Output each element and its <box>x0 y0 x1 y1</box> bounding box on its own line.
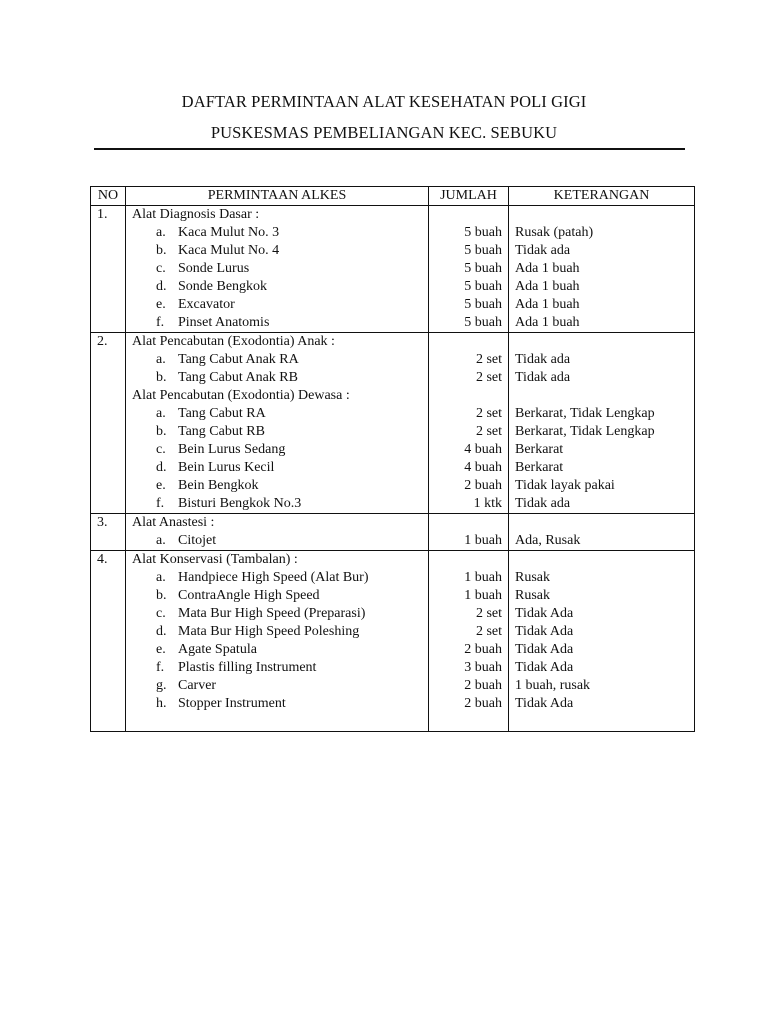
table-body <box>91 206 695 732</box>
item-remark: Berkarat <box>515 442 564 457</box>
equipment-request-table <box>90 186 695 732</box>
blank-line <box>429 713 508 731</box>
equipment-item <box>126 605 428 623</box>
equipment-item <box>126 623 428 641</box>
item-quantity: 2 set <box>475 606 502 621</box>
equipment-item <box>126 569 428 587</box>
item-remark: Tidak Ada <box>515 606 574 621</box>
row-number: 3. <box>97 515 108 530</box>
item-remark: Tidak ada <box>515 370 571 385</box>
item-remark: Tidak Ada <box>515 642 574 657</box>
remark-empty <box>509 206 694 224</box>
item-quantity: 5 buah <box>464 297 502 312</box>
equipment-item <box>126 423 428 441</box>
item-remark: Ada, Rusak <box>515 533 581 548</box>
item-name: Excavator <box>178 297 235 312</box>
item-letter: e. <box>156 642 166 657</box>
item-letter: c. <box>156 261 166 276</box>
item-quantity: 2 set <box>475 370 502 385</box>
quantity-cell <box>429 551 509 732</box>
item-name: Tang Cabut RB <box>178 424 265 439</box>
equipment-item <box>126 659 428 677</box>
item-remark: Tidak Ada <box>515 696 574 711</box>
remark-empty <box>509 333 694 351</box>
item-letter: f. <box>156 315 165 330</box>
category-heading: Alat Konservasi (Tambalan) : <box>132 552 298 567</box>
item-remark: Tidak ada <box>515 243 571 258</box>
item-letter: c. <box>156 442 166 457</box>
quantity-cell <box>429 333 509 514</box>
item-letter: a. <box>156 406 166 421</box>
item-letter: b. <box>156 424 167 439</box>
quantity-cell <box>429 514 509 551</box>
item-name: Kaca Mulut No. 4 <box>178 243 280 258</box>
item-remark: Berkarat <box>515 460 564 475</box>
item-name: Tang Cabut RA <box>178 406 266 421</box>
item-quantity: 5 buah <box>464 315 502 330</box>
request-items-cell <box>126 206 429 333</box>
item-quantity: 4 buah <box>464 460 502 475</box>
equipment-item <box>126 459 428 477</box>
item-quantity: 4 buah <box>464 442 502 457</box>
item-name: Kaca Mulut No. 3 <box>178 225 280 240</box>
item-quantity: 2 buah <box>464 478 502 493</box>
item-quantity: 2 buah <box>464 678 502 693</box>
equipment-item <box>126 641 428 659</box>
blank-line <box>126 713 428 731</box>
equipment-item <box>126 695 428 713</box>
request-items-cell <box>126 514 429 551</box>
column-header-keterangan: KETERANGAN <box>509 187 695 206</box>
row-number-cell <box>91 333 126 514</box>
remarks-cell <box>509 333 695 514</box>
remark-empty <box>509 551 694 569</box>
equipment-item <box>126 369 428 387</box>
quantity-empty <box>429 206 508 224</box>
item-name: ContraAngle High Speed <box>178 588 320 603</box>
item-name: Stopper Instrument <box>178 696 286 711</box>
quantity-empty <box>429 387 508 405</box>
item-quantity: 5 buah <box>464 279 502 294</box>
item-name: Tang Cabut Anak RB <box>178 370 298 385</box>
equipment-item <box>126 677 428 695</box>
document-subtitle: PUSKESMAS PEMBELIANGAN KEC. SEBUKU <box>210 123 558 142</box>
item-letter: d. <box>156 460 167 475</box>
table-header-row <box>91 187 695 206</box>
category-heading: Alat Pencabutan (Exodontia) Anak : <box>132 334 335 349</box>
item-remark: Rusak (patah) <box>515 225 594 240</box>
equipment-item <box>126 224 428 242</box>
item-name: Sonde Bengkok <box>178 279 268 294</box>
row-number: 4. <box>97 552 108 567</box>
table-row <box>91 514 695 551</box>
item-name: Sonde Lurus <box>178 261 250 276</box>
table-row <box>91 206 695 333</box>
equipment-item <box>126 314 428 332</box>
category-heading: Alat Anastesi : <box>132 515 215 530</box>
item-quantity: 2 set <box>475 424 502 439</box>
item-quantity: 5 buah <box>464 243 502 258</box>
item-name: Citojet <box>178 533 217 548</box>
item-name: Carver <box>178 678 217 693</box>
row-number-cell <box>91 514 126 551</box>
item-quantity: 1 buah <box>464 570 502 585</box>
item-letter: d. <box>156 279 167 294</box>
item-quantity: 2 set <box>475 352 502 367</box>
table-row <box>91 333 695 514</box>
document-title: DAFTAR PERMINTAAN ALAT KESEHATAN POLI GIGI <box>181 92 587 111</box>
item-quantity: 2 buah <box>464 696 502 711</box>
item-name: Pinset Anatomis <box>178 315 270 330</box>
item-remark: Ada 1 buah <box>515 261 580 276</box>
item-remark: Tidak ada <box>515 352 571 367</box>
item-letter: c. <box>156 606 166 621</box>
row-number: 2. <box>97 334 108 349</box>
item-name: Plastis filling Instrument <box>178 660 317 675</box>
item-letter: h. <box>156 696 167 711</box>
equipment-item <box>126 477 428 495</box>
remark-empty <box>509 514 694 532</box>
item-remark: Tidak Ada <box>515 660 574 675</box>
category-heading: Alat Diagnosis Dasar : <box>132 207 260 222</box>
table-row <box>91 551 695 732</box>
quantity-empty <box>429 551 508 569</box>
equipment-item <box>126 405 428 423</box>
item-name: Mata Bur High Speed (Preparasi) <box>178 606 366 621</box>
item-name: Mata Bur High Speed Poleshing <box>178 624 360 639</box>
item-quantity: 1 buah <box>464 533 502 548</box>
row-number-cell <box>91 551 126 732</box>
item-remark: Berkarat, Tidak Lengkap <box>515 424 655 439</box>
item-letter: d. <box>156 624 167 639</box>
item-quantity: 5 buah <box>464 225 502 240</box>
title-underline <box>94 148 685 150</box>
column-header-permintaan: PERMINTAAN ALKES <box>126 187 429 206</box>
blank-line <box>509 713 694 731</box>
remark-empty <box>509 387 694 405</box>
item-letter: b. <box>156 588 167 603</box>
item-letter: a. <box>156 352 166 367</box>
item-name: Agate Spatula <box>178 642 257 657</box>
item-name: Bein Lurus Kecil <box>178 460 275 475</box>
item-quantity: 1 buah <box>464 588 502 603</box>
item-remark: 1 buah, rusak <box>515 678 591 693</box>
item-quantity: 2 set <box>475 406 502 421</box>
item-letter: a. <box>156 570 166 585</box>
equipment-item <box>126 351 428 369</box>
remarks-cell <box>509 206 695 333</box>
item-letter: a. <box>156 225 166 240</box>
item-quantity: 5 buah <box>464 261 502 276</box>
item-remark: Ada 1 buah <box>515 279 580 294</box>
item-remark: Berkarat, Tidak Lengkap <box>515 406 655 421</box>
quantity-cell <box>429 206 509 333</box>
item-name: Tang Cabut Anak RA <box>178 352 299 367</box>
equipment-item <box>126 495 428 513</box>
item-letter: a. <box>156 533 166 548</box>
quantity-empty <box>429 333 508 351</box>
item-remark: Tidak Ada <box>515 624 574 639</box>
row-number-cell <box>91 206 126 333</box>
request-items-cell <box>126 333 429 514</box>
item-remark: Tidak ada <box>515 496 571 511</box>
equipment-item <box>126 260 428 278</box>
item-letter: g. <box>156 678 167 693</box>
item-quantity: 2 set <box>475 624 502 639</box>
equipment-item <box>126 242 428 260</box>
item-name: Bisturi Bengkok No.3 <box>178 496 302 511</box>
item-letter: f. <box>156 496 165 511</box>
item-letter: f. <box>156 660 165 675</box>
column-header-no: NO <box>91 187 126 206</box>
item-remark: Tidak layak pakai <box>515 478 615 493</box>
item-remark: Ada 1 buah <box>515 315 580 330</box>
column-header-jumlah: JUMLAH <box>429 187 509 206</box>
remarks-cell <box>509 514 695 551</box>
item-quantity: 1 ktk <box>473 496 502 511</box>
equipment-item <box>126 278 428 296</box>
item-name: Bein Bengkok <box>178 478 259 493</box>
item-remark: Rusak <box>515 570 550 585</box>
equipment-item <box>126 587 428 605</box>
item-name: Handpiece High Speed (Alat Bur) <box>178 570 369 585</box>
quantity-empty <box>429 514 508 532</box>
category-heading: Alat Pencabutan (Exodontia) Dewasa : <box>132 388 350 403</box>
item-name: Bein Lurus Sedang <box>178 442 286 457</box>
item-quantity: 3 buah <box>464 660 502 675</box>
equipment-item <box>126 532 428 550</box>
item-remark: Ada 1 buah <box>515 297 580 312</box>
item-letter: e. <box>156 478 166 493</box>
item-letter: b. <box>156 370 167 385</box>
item-letter: e. <box>156 297 166 312</box>
request-items-cell <box>126 551 429 732</box>
row-number: 1. <box>97 207 108 222</box>
equipment-item <box>126 441 428 459</box>
equipment-item <box>126 296 428 314</box>
item-remark: Rusak <box>515 588 550 603</box>
item-quantity: 2 buah <box>464 642 502 657</box>
item-letter: b. <box>156 243 167 258</box>
remarks-cell <box>509 551 695 732</box>
